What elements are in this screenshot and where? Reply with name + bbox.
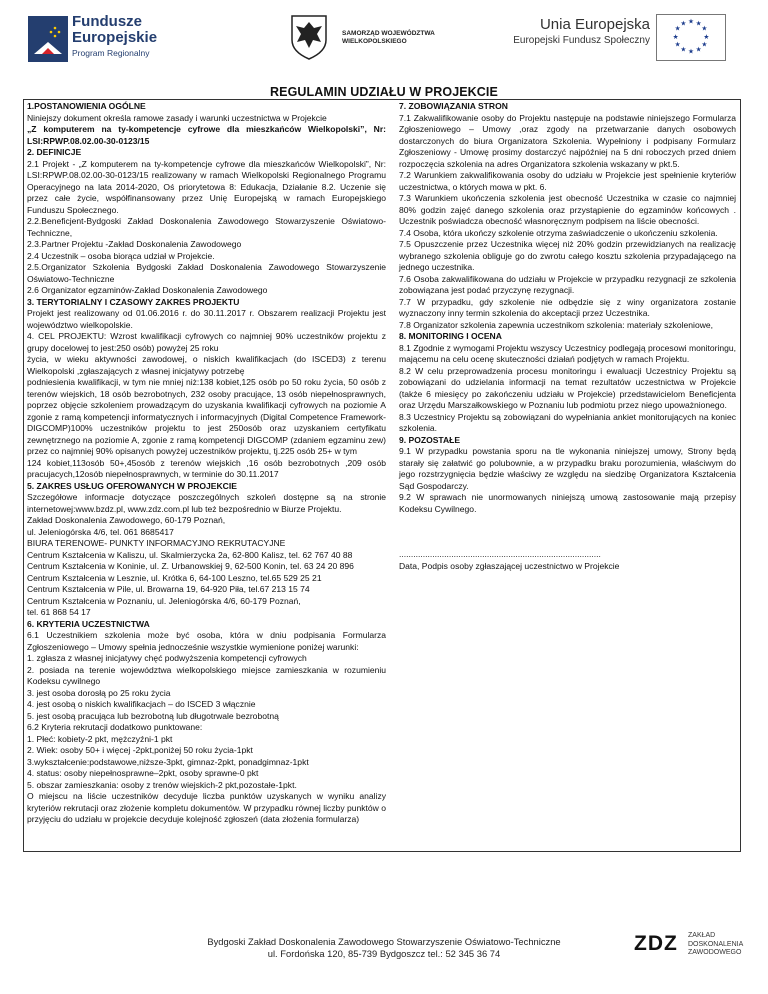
paragraph: życia, w wieku aktywności zawodowej, o niskich kwalifikacjach (do ISCED3) z terenu Wielkopolski ,zgłaszających z własnej inicjatywy potrzebę xyxy=(27,354,386,376)
footer-line2: ul. Fordońska 120, 85-739 Bydgoszcz tel.: 52 345 36 74 xyxy=(267,948,501,959)
signature-spacer xyxy=(399,515,736,549)
paragraph: 1. zgłasza z własnej inicjatywy chęć podwyższenia kompetencji cyfrowych xyxy=(27,653,307,663)
zdz-word3: ZAWODOWEGO xyxy=(688,949,742,956)
paragraph: 2.4 Uczestnik – osoba biorąca udział w Projekcie. xyxy=(27,250,215,261)
paragraph: 3. jest osoba dorosłą po 25 roku życia xyxy=(27,687,171,698)
paragraph: 7.2 Warunkiem zakwalifikowania osoby do udziału w Projekcie jest spełnienie kryteriów uczestnictwa, o których mowa w pkt. 6. xyxy=(399,170,736,192)
paragraph: 4. jest osobą o niskich kwalifikacjach – do ISCED 3 włącznie xyxy=(27,699,256,709)
paragraph: 2.1 Projekt - „Z komputerem na ty-kompetencje cyfrowe dla mieszkańców Wielkopolski”, Nr: LSI:RPWP.08.02.00-30-0123/15 realizowany w ramach Wielkopolski Regionalnego Programu Operacyjnego na lata 2014-2020, Oś priorytetowa 8: Edukacja, Działanie 8.2. Uczenie się przez całe życie, współfinansowany przez Unię Europejską w ramach Europejskiego Funduszu Społecznego. xyxy=(27,158,386,215)
section-heading: „Z komputerem na ty-kompetencje cyfrowe dla mieszkańców Wielkopolski”, Nr: LSI:RPWP.08.02.00-30-0123/15 xyxy=(27,124,386,146)
unia-europejska-logo xyxy=(486,12,736,72)
svg-text:★: ★ xyxy=(674,24,681,33)
paragraph: 2.6 Organizator egzaminów-Zakład Doskonalenia Zawodowego xyxy=(27,285,268,295)
ue-line1: Unia Europejska xyxy=(539,16,650,33)
svg-text:★: ★ xyxy=(688,17,694,26)
wlkp-line1: SAMORZĄD WOJEWÓDZTWA xyxy=(342,30,435,37)
paragraph: 2. posiada na terenie województwa wielkopolskiego miejsce zamieszkania w rozumieniu Kodeksu cywilnego xyxy=(27,664,386,686)
page-header xyxy=(0,0,768,78)
svg-text:★: ★ xyxy=(688,47,694,56)
paragraph: 3.wykształcenie:podstawowe,niższe-3pkt, gimnaz-2pkt, ponadgimnaz-1pkt xyxy=(27,756,309,767)
wlkp-line2: WIELKOPOLSKIEGO xyxy=(342,38,407,45)
paragraph: BIURA TERENOWE- PUNKTY INFORMACYJNO REKRUTACYJNE xyxy=(27,538,286,548)
section-heading: 8. MONITORING I OCENA xyxy=(399,331,502,341)
paragraph: 5. jest osobą pracująca lub bezrobotną lub długotrwale bezrobotną xyxy=(27,710,279,721)
paragraph: Centrum Kształcenia w Kaliszu, ul. Skalmierzycka 2a, 62-800 Kalisz, tel. 62 767 40 88 xyxy=(27,549,353,560)
fe-line2: Europejskie xyxy=(72,29,158,46)
paragraph: 8.2 W celu przeprowadzenia procesu monitoringu i ewaluacji Uczestnicy Projektu są zobowiązani do udzielania informacji na temat rezultatów uczestnictwa w Projekcie (także 6 miesięcy po zakończeniu udziału w Projekcie) przedstawicielom Beneficjenta oraz Urzędu Marszałkowskiego w Poznaniu lub podmiotu przez niego upoważnionego. xyxy=(399,365,736,410)
paragraph: 7.3 Warunkiem ukończenia szkolenia jest obecność Uczestnika w czasie co najmniej 80% godzin zajęć danego szkolenia oraz przystąpienie do egzaminów końcowych . Uczestnik poświadcza obecność własnoręcznym podpisem na liście obecności. xyxy=(399,193,736,226)
paragraph: 8.3 Uczestnicy Projektu są zobowiązani do wypełniania ankiet monitorujących na koniec szkolenia. xyxy=(399,411,736,433)
section-heading: 9. POZOSTAŁE xyxy=(399,434,461,445)
eu-flag-icon xyxy=(656,14,726,61)
svg-text:★: ★ xyxy=(695,45,702,54)
section-heading: 2. DEFINICJE xyxy=(27,147,82,157)
signature-caption: Data, Podpis osoby zgłaszającej uczestnictwo w Projekcie xyxy=(399,560,620,571)
paragraph: 4. CEL PROJEKTU: Wzrost kwalifikacji cyfrowych co najmniej 90% uczestników projektu z grupy docelowej to jest:250 osób) powyżej 25 roku xyxy=(27,331,386,353)
paragraph: 7.8 Organizator szkolenia zapewnia uczestnikom szkolenia: materiały szkoleniowe, xyxy=(399,319,714,330)
paragraph: 5. obszar zamieszkania: osoby z trenów wiejskich-2 pkt,pozostałe-1pkt. xyxy=(27,779,297,790)
paragraph: 1. Płeć: kobiety-2 pkt, mężczyźni-1 pkt xyxy=(27,733,173,744)
document-title: REGULAMIN UDZIAŁU W PROJEKCIE xyxy=(270,85,498,99)
paragraph: Zakład Doskonalenia Zawodowego, 60-179 Poznań, xyxy=(27,515,226,525)
section-heading: 7. ZOBOWIĄZANIA STRON xyxy=(399,101,508,111)
paragraph: 2. Wiek: osoby 50+ i więcej -2pkt,poniżej 50 roku życia-1pkt xyxy=(27,745,253,755)
signature-dots: ..................................................................................... xyxy=(399,549,601,559)
paragraph: 7.7 W przypadku, gdy szkolenie nie odbędzie się z winy organizatora zostanie wyznaczony inny termin szkolenia do akceptacji przez Uczestnika. xyxy=(399,296,736,318)
zdz-logo xyxy=(634,930,744,970)
paragraph: Centrum Kształcenia w Pile, ul. Browarna 19, 64-920 Piła, tel.67 213 15 74 xyxy=(27,584,310,594)
paragraph: 7.4 Osoba, która ukończy szkolenie otrzyma zaświadczenie o ukończeniu szkolenia. xyxy=(399,227,718,238)
paragraph: 2.2.Beneficjent-Bydgoski Zakład Doskonalenia Zawodowego Stowarzyszenie Oświatowo-Techniczne, xyxy=(27,216,386,238)
left-column xyxy=(27,101,386,826)
zdz-mark: ZDZ xyxy=(634,932,678,955)
fe-line1: Fundusze xyxy=(72,13,142,30)
section-heading: 1.POSTANOWIENIA OGÓLNE xyxy=(27,101,146,111)
paragraph: 6.2 Kryteria rekrutacji dodatkowo punktowane: xyxy=(27,722,203,732)
paragraph: 9.1 W przypadku powstania sporu na tle wykonania niniejszej umowy, Strony będą starały się załatwić go polubownie, a w przypadku braku porozumienia, właściwym do jego rozstrzygnięcia będzie właściwy ze względu na siedzibę Organizatora Kształcenia Sąd Gospodarczy. xyxy=(399,446,736,491)
paragraph: ul. Jeleniogórska 4/6, tel. 061 8685417 xyxy=(27,526,174,537)
paragraph: 9.2 W sprawach nie unormowanych niniejszą umową zastosowanie mają przepisy Kodeksu Cywilnego. xyxy=(399,492,736,514)
eagle-crest-icon xyxy=(286,12,332,60)
svg-text:★: ★ xyxy=(672,32,679,41)
paragraph: Centrum Kształcenia w Koninie, ul. Z. Urbanowskiej 9, 62-500 Konin, tel. 63 24 20 896 xyxy=(27,561,354,571)
svg-text:★: ★ xyxy=(674,40,681,49)
right-column xyxy=(399,101,736,572)
paragraph: O miejscu na liście uczestników decyduje liczba punktów uzyskanych w wyniku analizy kryteriów rekrutacji oraz złożenie kompletu dokumentów. W przypadku równej liczby punktów o przyjęciu do udziału w projekcie decyduje kolejność zgłoszeń (data złożenia formularza) xyxy=(27,791,386,824)
section-heading: 6. KRYTERIA UCZESTNICTWA xyxy=(27,618,150,629)
paragraph: Szczegółowe informacje dotyczące poszczególnych szkoleń dostępne są na stronie internetowej:www.bzdz.pl, www.zdz.com.pl lub też bezpośrednio w Biurze Projektu. xyxy=(27,492,386,514)
paragraph: 7.1 Zakwalifikowanie osoby do Projektu następuje na podstawie niniejszego Formularza Zgłoszeniowego – Umowy ,oraz zgody na przetwarzanie danych osobowych dostarczonych do biura Organizatora Szkolenia. Wypełniony i podpisany Formularz Zgłoszeniowy - Umowę prosimy dostarczyć najpóźniej na 5 dni roboczych przed dniem rozpoczęcia szkolenia na adres Organizatora szkolenia wskazany w pkt.5. xyxy=(399,112,736,169)
fundusze-europejskie-icon xyxy=(28,16,68,62)
paragraph: podniesienia kwalifikacji, w tym nie mniej niż:138 kobiet,125 osób po 50 roku życia, 50 osób z terenów wiejskich, 18 osób bezrobotnych, 232 osoby pracujące, 13 osób niepełnosprawnych, poprzez objęcie szkoleniem prowadzącym do uzyskania kwalifikacji cyfrowych na poziomie A zgonie z ramą kompetencji informatycznych i informacyjnych (Digital Competence Framework-DIGCOMP)100% uczestników projektu to jest 250osób oraz uzyskaniem certyfikatu zewnętrznego na poziomie A, zgonie z ramą kompetencji DIGCOMP (zdaniem egzaminu zew) przez co najmniej 90% opisanych powyżej uczestników projektu, tj.225 osób 25+ w tym xyxy=(27,377,386,456)
paragraph: 7.5 Opuszczenie przez Uczestnika więcej niż 20% godzin przewidzianych na realizację wybranego szkolenia obliguje go do zwrotu całego kosztu szkolenia przypadającego na jednego uczestnika. xyxy=(399,239,736,272)
paragraph: Centrum Kształcenia w Lesznie, ul. Krótka 6, 64-100 Leszno, tel.65 529 25 21 xyxy=(27,572,322,583)
svg-text:★: ★ xyxy=(680,19,687,28)
section-heading: 5. ZAKRES USŁUG OFEROWANYCH W PROJEKCIE xyxy=(27,480,237,491)
zdz-word1: ZAKŁAD xyxy=(688,932,716,939)
footer-line1: Bydgoski Zakład Doskonalenia Zawodowego Stowarzyszenie Oświatowo-Techniczne xyxy=(207,936,561,947)
paragraph: 124 kobiet,113osób 50+,45osób z terenów wiejskich ,16 osób bezrobotnych ,209 osób pracujacych,12osób niepełnosprawnych, w terminie do 30.11.2017 xyxy=(27,457,386,479)
paragraph: 6.1 Uczestnikiem szkolenia może być osoba, która w dniu podpisania Formularza Zgłoszeniowego – Umowy spełnia jednocześnie wszystkie wymienione poniżej warunki: xyxy=(27,630,386,652)
paragraph: 2.3.Partner Projektu -Zakład Doskonalenia Zawodowego xyxy=(27,239,242,249)
paragraph: 2.5.Organizator Szkolenia Bydgoski Zakład Doskonalenia Zawodowego Stowarzyszenie Oświatowo-Techniczne xyxy=(27,262,386,284)
svg-text:★: ★ xyxy=(703,32,710,41)
paragraph: Projekt jest realizowany od 01.06.2016 r. do 30.11.2017 r. Obszarem realizacji Projektu jest województwo wielkopolskie. xyxy=(27,308,386,330)
svg-text:★: ★ xyxy=(701,40,708,49)
paragraph: 7.6 Osoba zakwalifikowana do udziału w Projekcie w przypadku rezygnacji ze szkolenia zobowiązana jest podać przyczynę rezygnacji. xyxy=(399,273,736,295)
svg-text:★: ★ xyxy=(695,19,702,28)
paragraph: 8.1 Zgodnie z wymogami Projektu wszyscy Uczestnicy podlegają procesowi monitoringu, mającemu na celu ocenę skuteczności działań podjętych w ramach Projektu. xyxy=(399,342,736,364)
zdz-word2: DOSKONALENIA xyxy=(688,940,744,948)
samorzad-wojewodztwa-logo xyxy=(286,12,456,62)
paragraph: Centrum Kształcenia w Poznaniu, ul. Jeleniogórska 4/6, 60-179 Poznań, xyxy=(27,595,301,606)
paragraph: 4. status: osoby niepełnosprawne–2pkt, osoby sprawne-0 pkt xyxy=(27,768,259,778)
svg-text:★: ★ xyxy=(680,45,687,54)
fundusze-europejskie-logo xyxy=(28,14,178,70)
section-heading: 3. TERYTORIALNY I CZASOWY ZAKRES PROJEKTU xyxy=(27,296,240,307)
paragraph: Niniejszy dokument określa ramowe zasady i warunki uczestnictwa w Projekcie xyxy=(27,112,327,123)
fe-line3: Program Regionalny xyxy=(72,48,150,58)
paragraph: tel. 61 868 54 17 xyxy=(27,607,91,617)
svg-text:★: ★ xyxy=(701,24,708,33)
ue-line2: Europejski Fundusz Społeczny xyxy=(513,35,650,46)
